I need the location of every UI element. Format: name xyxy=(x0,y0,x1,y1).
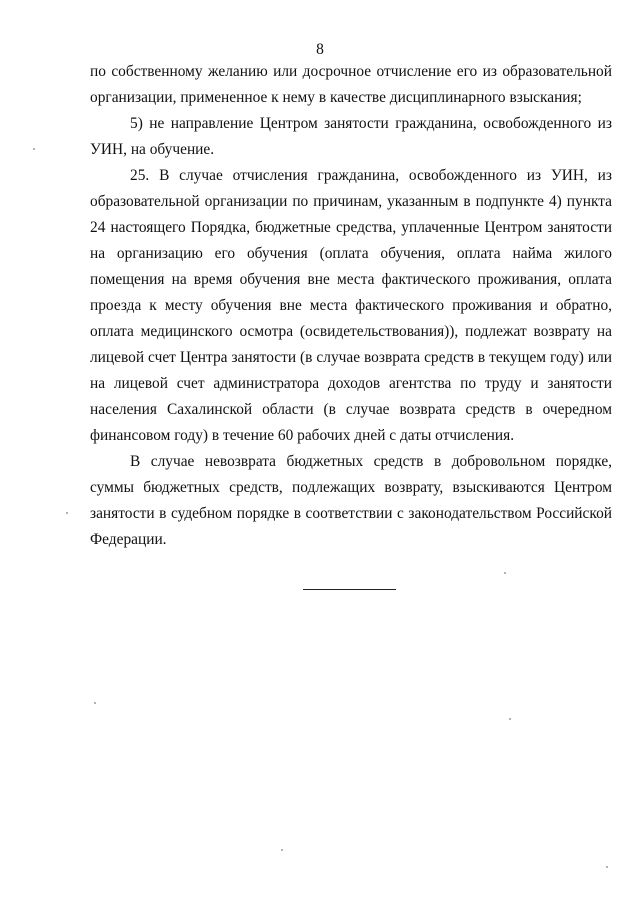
scan-speck xyxy=(606,866,608,868)
scan-speck xyxy=(94,702,96,704)
paragraph-non-return: В случае невозврата бюджетных средств в добровольном порядке, суммы бюджетных средств, подлежащих возврату, взыскиваются Центром занятости в судебном порядке в соответствии с законодательством Российской Федерации. xyxy=(90,453,612,548)
paragraph-clause-25: 25. В случае отчисления гражданина, освобожденного из УИН, из образовательной организации по причинам, указанным в подпункте 4) пункта 24 настоящего Порядка, бюджетные средства, уплаченные Центром занятости на организацию его обучения (оплата обучения, оплата найма жилого помещения на время обучения вне места фактического проживания, оплата проезда к месту обучения вне места фактического проживания и обратно, оплата медицинского осмотра (освидетельствования)), подлежат возврату на лицевой счет Центра занятости (в случае возврата средств в текущем году) или на лицевой счет администратора доходов агентства по труду и занятости населения Сахалинской области (в случае возврата средств в очередном финансовом году) в течение 60 рабочих дней с даты отчисления. xyxy=(90,167,612,444)
scan-speck xyxy=(33,148,35,150)
paragraph-continuation: по собственному желанию или досрочное отчисление его из образовательной организации, примененное к нему в качестве дисциплинарного взыскания; xyxy=(90,63,612,106)
scan-speck xyxy=(504,572,506,574)
document-body xyxy=(90,59,612,553)
scan-speck xyxy=(509,718,511,720)
end-divider xyxy=(303,589,396,590)
scan-speck xyxy=(66,512,68,514)
page-number: 8 xyxy=(316,41,324,58)
scan-speck xyxy=(281,849,283,851)
paragraph-item-5: 5) не направление Центром занятости гражданина, освобожденного из УИН, на обучение. xyxy=(90,115,612,158)
